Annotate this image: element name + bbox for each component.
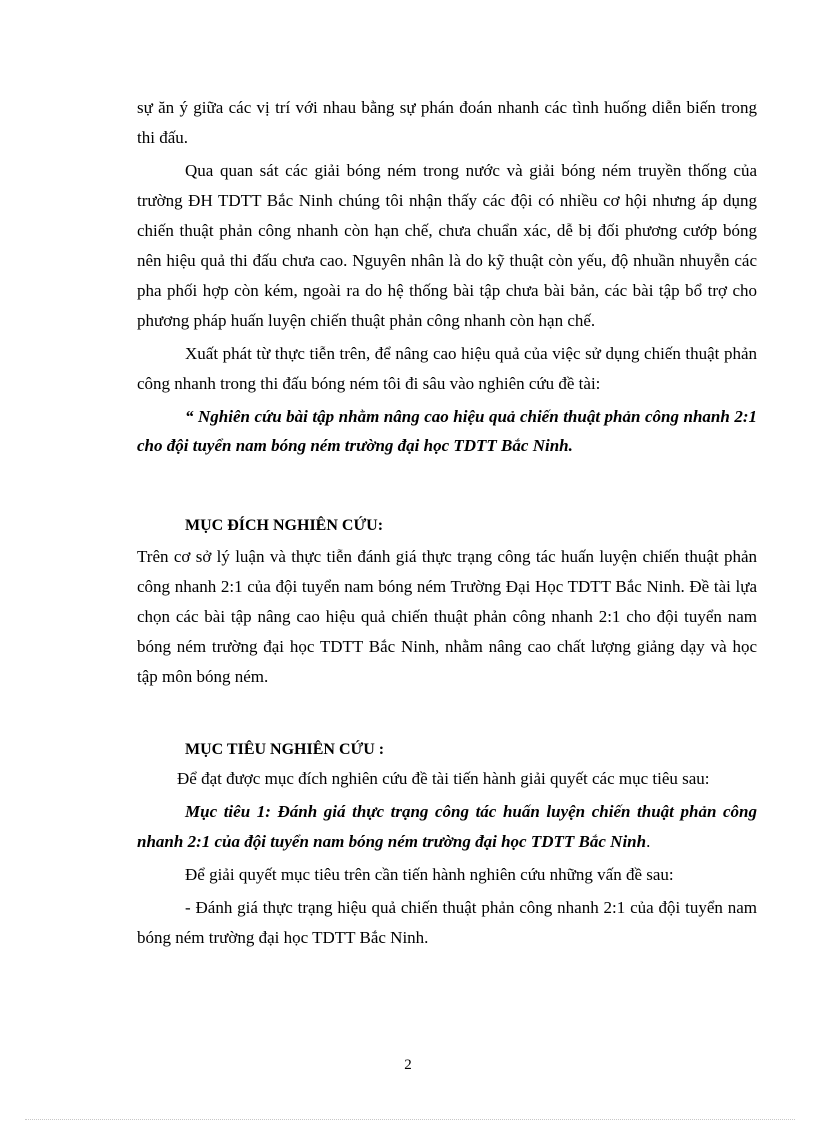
paragraph-origin: Xuất phát từ thực tiễn trên, để nâng cao hiệu quả của việc sử dụng chiến thuật phản công nhanh trong thi đấu bóng ném tôi đi sâu vào nghiên cứu đề tài: bbox=[137, 344, 757, 393]
purpose-body: Trên cơ sở lý luận và thực tiễn đánh giá thực trạng công tác huấn luyện chiến thuật phản công nhanh 2:1 của đội tuyển nam bóng ném Trường Đại Học TDTT Bắc Ninh. Đề tài lựa chọn các bài tập nâng cao hiệu quả chiến thuật phản công nhanh 2:1 cho đội tuyển nam bóng ném trường đại học TDTT Bắc Ninh, nhằm nâng cao chất lượng giảng dạy và học tập môn bóng ném. bbox=[137, 547, 757, 686]
research-title: “ Nghiên cứu bài tập nhằm nâng cao hiệu quả chiến thuật phản công nhanh 2:1 cho đội tuyển nam bóng ném trường đại học TDTT Bắc Ninh. bbox=[137, 407, 757, 455]
section-heading-objectives: MỤC TIÊU NGHIÊN CỨU : bbox=[185, 741, 385, 758]
page-number: 2 bbox=[404, 1057, 412, 1073]
objective-1-end: . bbox=[646, 832, 651, 851]
section-purpose bbox=[137, 512, 757, 695]
body-text-top bbox=[137, 93, 757, 460]
section-heading-purpose: MỤC ĐÍCH NGHIÊN CỨU: bbox=[185, 517, 384, 534]
paragraph-observation: Qua quan sát các giải bóng ném trong nước và giải bóng ném truyền thống của trường ĐH TDTT Bắc Ninh chúng tôi nhận thấy các đội có nhiều cơ hội nhưng áp dụng chiến thuật phản công nhanh còn hạn chế, chưa chuẩn xác, dễ bị đối phương cướp bóng nên hiệu quả thi đấu chưa cao. Nguyên nhân là do kỹ thuật còn yếu, độ nhuần nhuyễn các pha phối hợp còn kém, ngoài ra do hệ thống bài tập chưa bài bản, các bài tập bổ trợ cho phương pháp huấn luyện chiến thuật phản công nhanh còn hạn chế. bbox=[137, 161, 757, 330]
objectives-lead: Để giải quyết mục tiêu trên cần tiến hành nghiên cứu những vấn đề sau: bbox=[185, 865, 674, 884]
section-objectives bbox=[137, 736, 757, 956]
page-bottom-border bbox=[25, 1119, 795, 1120]
paragraph-continuation: sự ăn ý giữa các vị trí với nhau bằng sự phán đoán nhanh các tình huống diễn biến trong thi đấu. bbox=[137, 98, 757, 147]
objective-1-text: Mục tiêu 1: Đánh giá thực trạng công tác huấn luyện chiến thuật phản công nhanh 2:1 của đội tuyển nam bóng ném trường đại học TDTT Bắc Ninh bbox=[137, 802, 757, 851]
objectives-intro: Để đạt được mục đích nghiên cứu đề tài tiến hành giải quyết các mục tiêu sau: bbox=[177, 769, 710, 788]
objective-item-1: - Đánh giá thực trạng hiệu quả chiến thuật phản công nhanh 2:1 của đội tuyển nam bóng ném trường đại học TDTT Bắc Ninh. bbox=[137, 898, 757, 947]
objective-1 bbox=[137, 797, 757, 857]
